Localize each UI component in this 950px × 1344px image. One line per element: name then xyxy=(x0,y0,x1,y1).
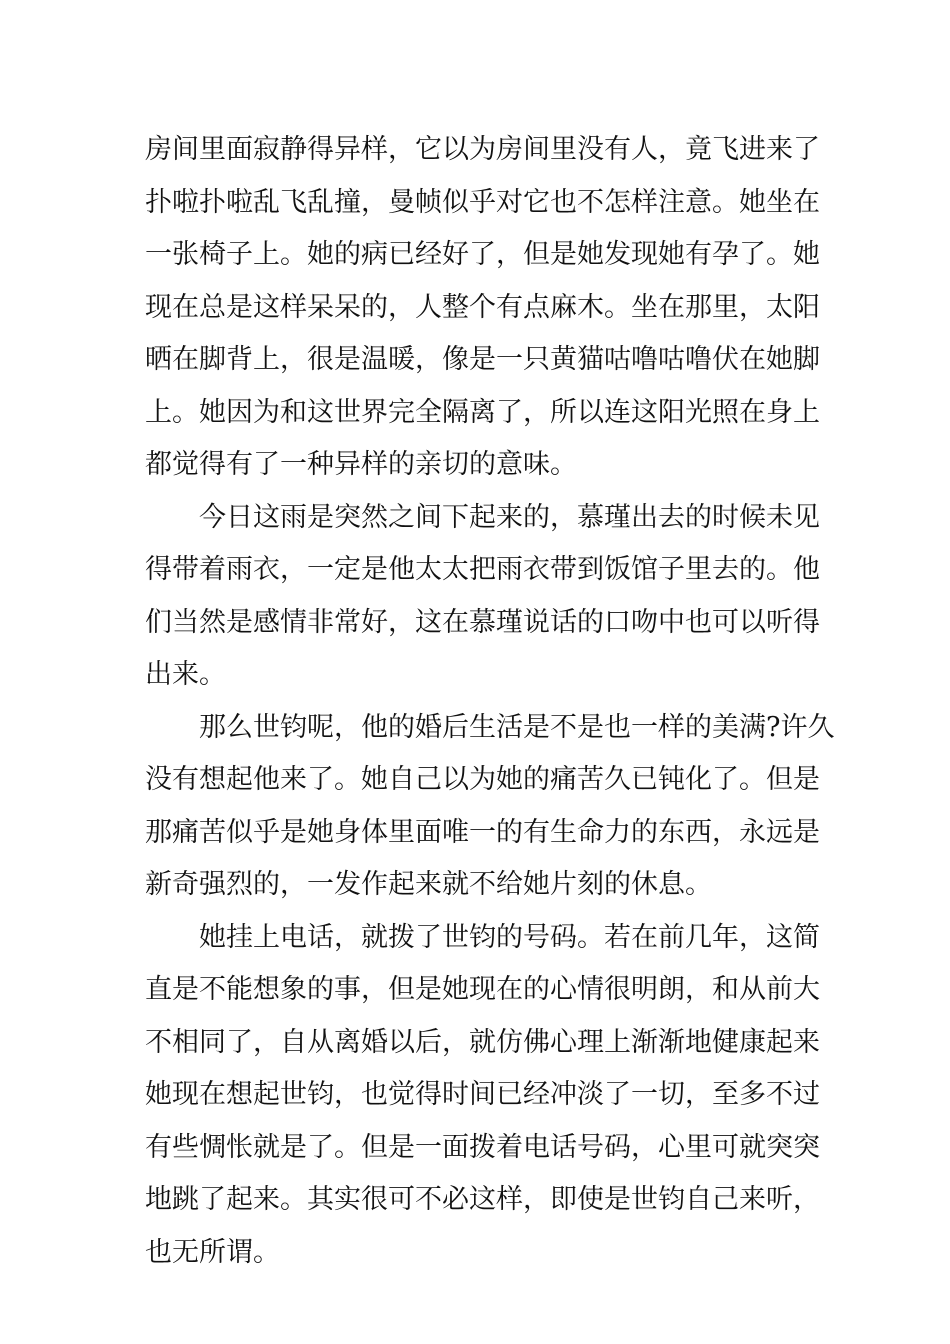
text-line: 晒在脚背上，很是温暖，像是一只黄猫咕噜咕噜伏在她脚 xyxy=(145,344,820,375)
text-line: 不相同了，自从离婚以后，就仿佛心理上渐渐地健康起来 xyxy=(145,1026,820,1058)
text-line: 一张椅子上。她的病已经好了，但是她发现她有孕了。她 xyxy=(145,239,820,270)
text-line: 也无所谓。 xyxy=(145,1236,280,1268)
text-line: 新奇强烈的，一发作起来就不给她片刻的休息。 xyxy=(145,869,712,900)
text-line: 们当然是感情非常好，这在慕瑾说话的口吻中也可以听得 xyxy=(145,606,820,638)
text-line: 她挂上电话，就拨了世钧的号码。若在前几年，这简 xyxy=(199,921,820,953)
text-line: 她现在想起世钧，也觉得时间已经冲淡了一切，至多不过 xyxy=(145,1079,820,1110)
text-line: 出来。 xyxy=(145,659,226,690)
text-line: 都觉得有了一种异样的亲切的意味。 xyxy=(145,449,577,480)
text-line: 现在总是这样呆呆的，人整个有点麻木。坐在那里，太阳 xyxy=(145,291,820,323)
text-line: 地跳了起来。其实很可不必这样，即使是世钧自己来听， xyxy=(145,1184,820,1215)
paragraph-4 xyxy=(145,912,820,1280)
paragraph-2 xyxy=(145,492,820,702)
text-line: 今日这雨是突然之间下起来的，慕瑾出去的时候未见 xyxy=(199,501,820,533)
text-line: 有些惆怅就是了。但是一面拨着电话号码，心里可就突突 xyxy=(145,1131,820,1163)
text-line: 得带着雨衣，一定是他太太把雨衣带到饭馆子里去的。他 xyxy=(145,554,820,585)
text-line: 上。她因为和这世界完全隔离了，所以连这阳光照在身上 xyxy=(145,396,820,428)
text-line: 房间里面寂静得异样，它以为房间里没有人，竟飞进来了 xyxy=(145,134,820,165)
text-line: 没有想起他来了。她自己以为她的痛苦久已钝化了。但是 xyxy=(145,764,820,795)
paragraph-3 xyxy=(145,702,835,912)
paragraph-1 xyxy=(145,124,820,492)
text-line: 直是不能想象的事，但是她现在的心情很明朗，和从前大 xyxy=(145,974,820,1005)
text-line: 扑啦扑啦乱飞乱撞，曼帧似乎对它也不怎样注意。她坐在 xyxy=(145,186,820,218)
document-body xyxy=(145,124,835,1279)
text-line: 那么世钧呢，他的婚后生活是不是也一样的美满?许久 xyxy=(199,711,835,743)
text-line: 那痛苦似乎是她身体里面唯一的有生命力的东西，永远是 xyxy=(145,816,820,848)
